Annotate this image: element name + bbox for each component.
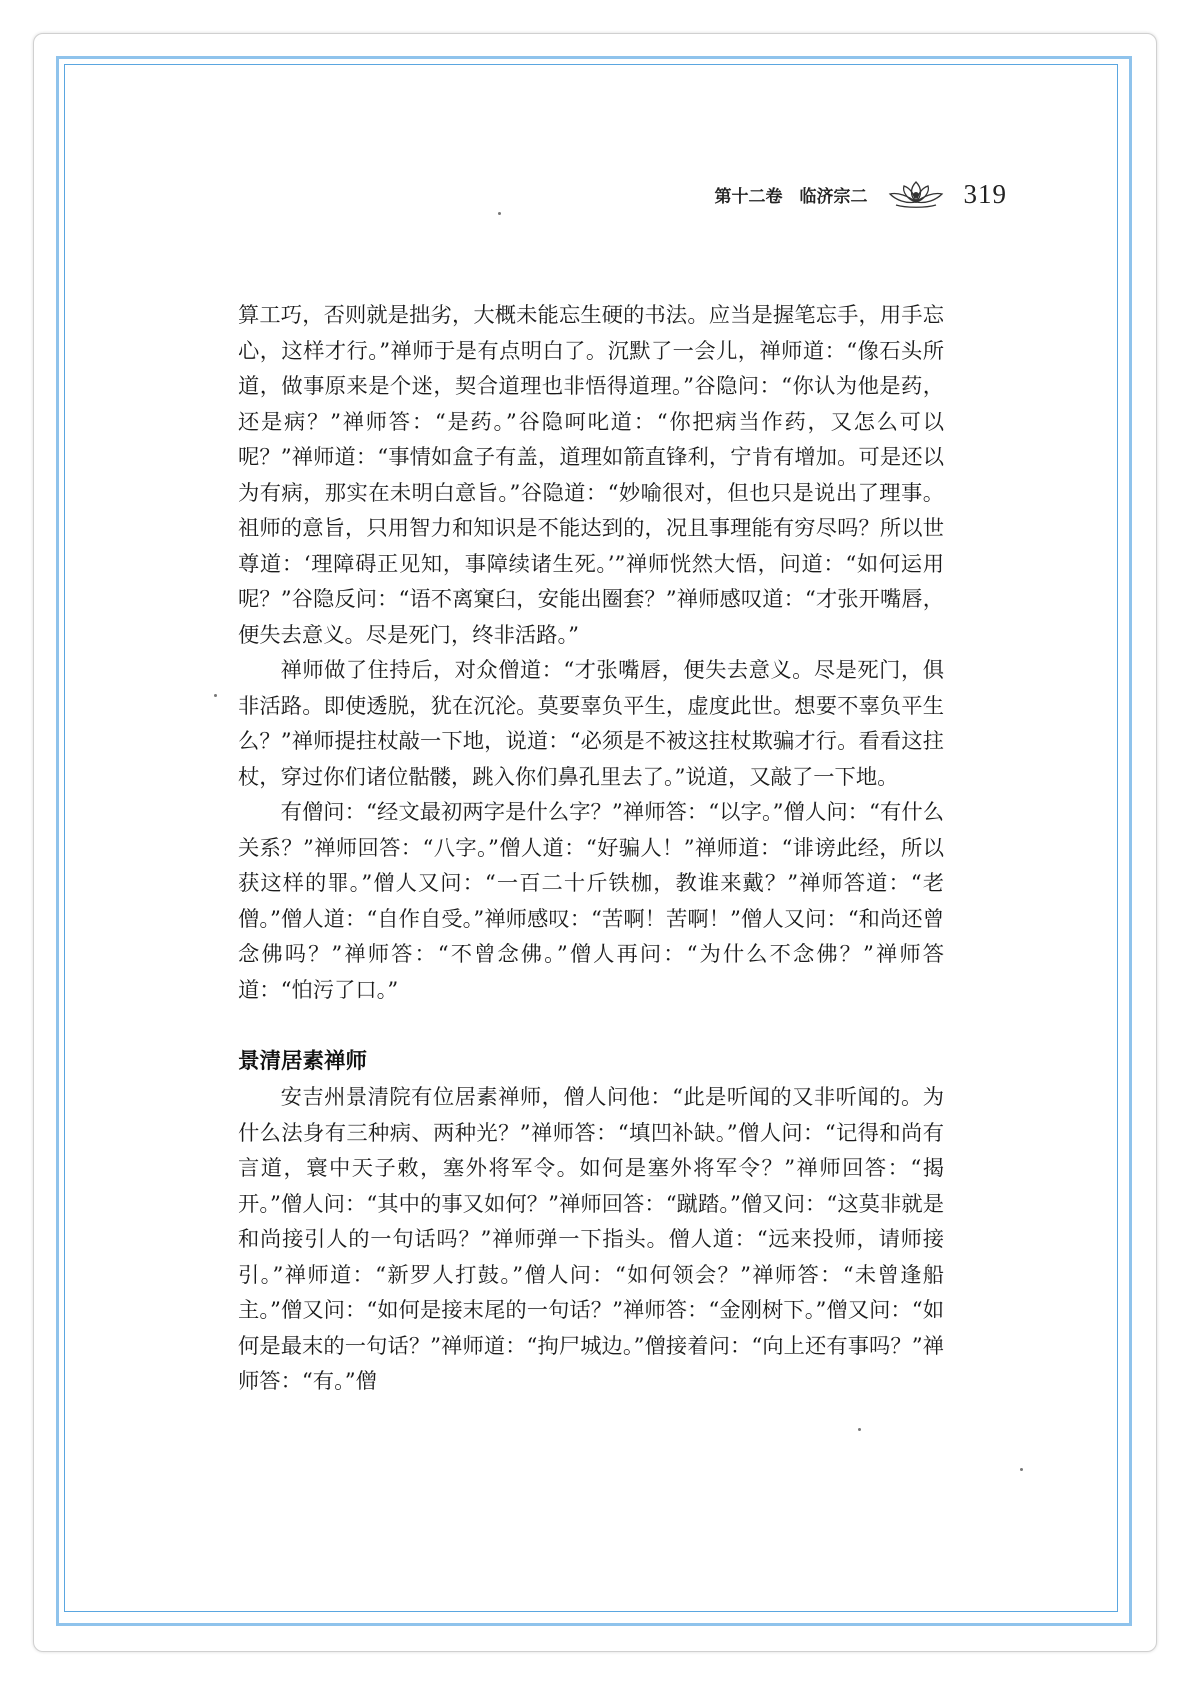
paragraph: 有僧问：“经文最初两字是什么字？”禅师答：“以字。”僧人问：“有什么关系？”禅师回答：“八字。”僧人道：“好骗人！”禅师道：“诽谤此经，所以获这样的罪。”僧人又问：“一百二十斤铁枷，教谁来戴？”禅师答道：“老僧。”僧人道：“自作自受。”禅师感叹：“苦啊！苦啊！”僧人又问：“和尚还曾念佛吗？”禅师答：“不曾念佛。”僧人再问：“为什么不念佛？”禅师答道：“怕污了口。”	[238, 800, 944, 1003]
running-header	[715, 174, 1008, 214]
scan-speck	[1020, 1468, 1023, 1471]
paragraph-continued: 算工巧，否则就是拙劣，大概未能忘生硬的书法。应当是握笔忘手，用手忘心，这样才行。”禅师于是有点明白了。沉默了一会儿，禅师道：“像石头所道，做事原来是个迷，契合道理也非悟得道理。”谷隐问：“你认为他是药，还是病？”禅师答：“是药。”谷隐呵叱道：“你把病当作药，又怎么可以呢？”禅师道：“事情如盒子有盖，道理如箭直锋利，宁肯有增加。可是还以为有病，那实在未明白意旨。”谷隐道：“妙喻很对，但也只是说出了理事。祖师的意旨，只用智力和知识是不能达到的，况且事理能有穷尽吗？所以世尊道：‘理障碍正见知，事障续诸生死。’”禅师恍然大悟，问道：“如何运用呢？”谷隐反问：“语不离窠臼，安能出圈套？”禅师感叹道：“才张开嘴唇，便失去意义。尽是死门，终非活路。”	[238, 303, 944, 648]
section-heading: 景清居素禅师	[238, 1049, 368, 1074]
lotus-ornament-icon	[886, 178, 946, 210]
paragraph: 禅师做了住持后，对众僧道：“才张嘴唇，便失去意义。尽是死门，俱非活路。即使透脱，犹在沉沦。莫要辜负平生，虚度此世。想要不辜负平生么？”禅师提拄杖敲一下地，说道：“必须是不被这拄杖欺骗才行。看看这拄杖，穿过你们诸位骷髅，跳入你们鼻孔里去了。”说道，又敲了一下地。	[238, 658, 944, 790]
scan-speck	[214, 694, 217, 697]
paragraph: 安吉州景清院有位居素禅师，僧人问他：“此是听闻的又非听闻的。为什么法身有三种病、两种光？”禅师答：“填凹补缺。”僧人问：“记得和尚有言道，寰中天子敕，塞外将军令。如何是塞外将军令？”禅师回答：“揭开。”僧人问：“其中的事又如何？”禅师回答：“蹴踏。”僧又问：“这莫非就是和尚接引人的一句话吗？”禅师弹一下指头。僧人道：“远来投师，请师接引。”禅师道：“新罗人打鼓。”僧人问：“如何领会？”禅师答：“未曾逢船主。”僧又问：“如何是接末尾的一句话？”禅师答：“金刚树下。”僧又问：“如何是最末的一句话？”禅师道：“拘尸城边。”僧接着问：“向上还有事吗？”禅师答：“有。”僧	[238, 1085, 944, 1394]
body-text	[238, 298, 944, 1400]
page-number: 319	[963, 178, 1007, 209]
scan-speck	[498, 212, 501, 215]
scan-speck	[858, 1428, 861, 1431]
chapter-title: 第十二卷 临济宗二	[714, 186, 868, 207]
